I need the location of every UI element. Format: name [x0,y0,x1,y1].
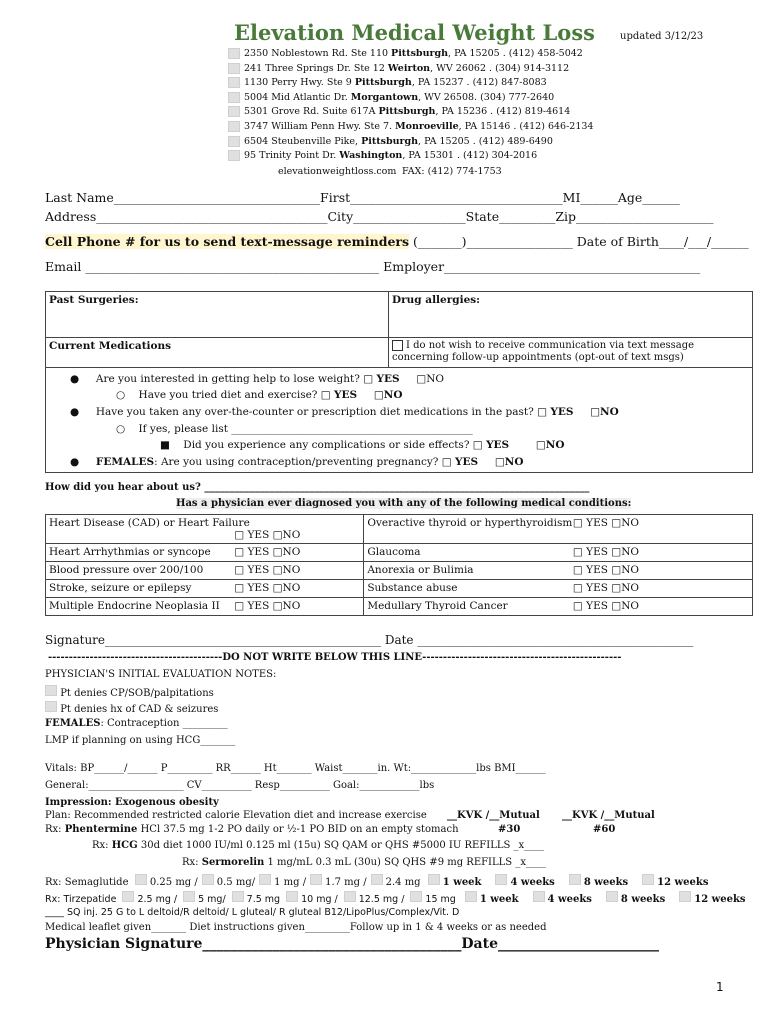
location-row [228,92,554,103]
condition-no[interactable]: □NO [272,529,301,541]
tirzepatide-dose-checkbox[interactable] [183,891,195,902]
location-address: 241 Three Springs Dr. Ste 12 Weirton, WV 26062 . (304) 914-3112 [244,62,570,74]
location-row [228,48,583,59]
semaglutide-duration-checkbox[interactable] [495,874,507,885]
condition-no[interactable]: □NO [611,564,639,576]
vitals-line[interactable]: Vitals: BP______/______ P_________ RR______ Ht_______ Waist_______in. Wt:_____________lbs BMI______ [45,763,546,774]
semaglutide-dose[interactable]: 1 mg / [259,877,306,888]
q1a-yes[interactable]: □ YES [320,389,358,401]
physician-signature-line[interactable]: Physician Signature_____________________________________Date_______________________ [45,936,659,952]
location-row [228,77,547,88]
kvk-mutual-2[interactable]: __KVK /__Mutual [562,810,655,821]
general-line[interactable]: General:___________________ CV__________ Resp__________ Goal:____________lbs [45,780,435,791]
condition-label: Substance abuse [367,582,458,594]
note-cp-sob: Pt denies CP/SOB/palpitations [45,685,214,699]
location-checkbox[interactable] [228,150,240,161]
location-address: 1130 Perry Hwy. Ste 9 Pittsburgh, PA 15237 . (412) 847-8083 [244,77,547,89]
condition-label: Heart Arrhythmias or syncope [49,546,211,558]
location-checkbox[interactable] [228,77,240,88]
opt-out-cell [389,338,753,368]
condition-no[interactable]: □NO [272,546,301,558]
q2b-no[interactable]: □NO [535,439,565,451]
condition-no[interactable]: □NO [611,517,639,529]
tirzepatide-duration[interactable]: 8 weeks [606,894,665,905]
condition-yes[interactable]: □ YES [234,600,273,612]
condition-yes[interactable]: □ YES [572,546,612,558]
plan: Plan: Recommended restricted calorie Elevation diet and increase exercise [45,810,427,821]
q1-yes[interactable]: □ YES [363,373,400,385]
condition-yes[interactable]: □ YES [234,564,273,576]
impression: Impression: Exogenous obesity [45,797,219,808]
rx-semaglutide: Rx: Semaglutide 0.25 mg / 0.5 mg/ 1 mg / 1.7 mg / 2.4 mg 1 week 4 weeks 8 weeks 12 weeks [45,874,722,888]
tirzepatide-dose-checkbox[interactable] [344,891,356,902]
table-row [46,580,753,598]
tirzepatide-dose[interactable]: 15 mg [410,894,455,905]
note-cad-checkbox[interactable] [45,701,57,712]
past-surgeries-cell[interactable]: Past Surgeries: [46,292,389,338]
q3-yes[interactable]: □ YES [441,456,479,468]
drug-allergies-cell[interactable]: Drug allergies: [389,292,753,338]
eval-notes-heading: PHYSICIAN'S INITIAL EVALUATION NOTES: [45,669,277,680]
question-lose-weight: ● Are you interested in getting help to lose weight? □ YES □NO [70,373,444,385]
kvk-mutual-1[interactable]: __KVK /__Mutual [447,810,540,821]
name-line[interactable]: Last Name_________________________________First__________________________________MI______Age______ [45,190,680,205]
condition-label: Overactive thyroid or hyperthyroidism [367,517,573,529]
location-row [228,136,553,147]
tirzepatide-dose-checkbox[interactable] [410,891,422,902]
tirzepatide-dose-checkbox[interactable] [232,891,244,902]
question-diet-medications: ● Have you taken any over-the-counter or prescription diet medications in the past? □ YES □NO [70,406,619,418]
location-row [228,150,537,161]
condition-yes[interactable]: □ YES [572,582,612,594]
condition-cell [364,562,753,580]
cell-phone-line[interactable] [45,234,749,249]
condition-cell [46,580,364,598]
condition-no[interactable]: □NO [611,600,639,612]
note-contraception[interactable]: FEMALES: Contraception _________ [45,718,228,729]
tirzepatide-dose-checkbox[interactable] [286,891,298,902]
semaglutide-dose[interactable]: 1.7 mg / [310,877,367,888]
condition-no[interactable]: □NO [272,582,301,594]
qty-30: #30 [498,824,521,835]
condition-no[interactable]: □NO [272,600,301,612]
qty-60: #60 [593,824,616,835]
location-address: 3747 William Penn Hwy. Ste 7. Monroeville, PA 15146 . (412) 646-2134 [244,121,594,132]
condition-label: Medullary Thyroid Cancer [367,600,508,612]
email-employer-line[interactable]: Email _______________________________________________ Employer_________________________________________ [45,259,701,274]
location-checkbox[interactable] [228,63,240,74]
tirzepatide-duration[interactable]: 1 week [465,894,519,905]
tirzepatide-duration[interactable]: 12 weeks [679,894,745,905]
condition-cell [46,598,364,616]
location-checkbox[interactable] [228,92,240,103]
rx-sermorelin: Rx: Sermorelin 1 mg/mL 0.3 mL (30u) SQ QHS #9 mg REFILLS _x____ [182,857,546,868]
note-cp-checkbox[interactable] [45,685,57,696]
opt-out-text: I do not wish to receive communication via text message concerning follow-up appointments (opt-out of text msgs) [392,340,695,363]
question-contraception: ● FEMALES: Are you using contraception/preventing pregnancy? □ YES □NO [70,456,524,468]
cell-phone-label: Cell Phone # for us to send text-message reminders [45,234,410,249]
semaglutide-dose-checkbox[interactable] [202,874,214,885]
semaglutide-dose-checkbox[interactable] [310,874,322,885]
semaglutide-duration[interactable]: 8 weeks [569,877,628,888]
question-side-effects: ■ Did you experience any complications or side effects? □ YES □NO [160,439,565,451]
condition-cell [364,598,753,616]
semaglutide-dose[interactable]: 2.4 mg [371,877,421,888]
tirzepatide-duration-checkbox[interactable] [465,891,477,902]
q2-yes[interactable]: □ YES [537,406,574,418]
semaglutide-dose[interactable]: 0.25 mg / [135,877,198,888]
condition-no[interactable]: □NO [611,582,639,594]
condition-cell [46,515,364,544]
location-row [228,121,593,132]
tirzepatide-dose-checkbox[interactable] [122,891,134,902]
tirzepatide-duration-checkbox[interactable] [679,891,691,902]
fax-number: FAX: (412) 774-1753 [402,166,502,177]
q3-no[interactable]: □NO [494,456,524,468]
location-checkbox[interactable] [228,121,240,132]
website: elevationweightloss.com [278,166,397,177]
page-title: Elevation Medical Weight Loss [234,20,595,45]
tirzepatide-duration-checkbox[interactable] [606,891,618,902]
semaglutide-dose-checkbox[interactable] [371,874,383,885]
table-row [46,544,753,562]
tirzepatide-dose[interactable]: 10 mg / [286,894,338,905]
note-lmp[interactable]: LMP if planning on using HCG_______ [45,735,236,746]
tirzepatide-duration[interactable]: 4 weeks [533,894,592,905]
q2-no[interactable]: □NO [590,406,619,418]
condition-label: Glaucoma [367,546,421,558]
location-checkbox[interactable] [228,48,240,59]
sq-injection-line[interactable]: ____ SQ inj. 25 G to L deltoid/R deltoid/ L gluteal/ R gluteal B12/LipoPlus/Complex/Vit. D [45,907,460,918]
location-row [228,106,570,117]
condition-yes[interactable]: □ YES [572,564,612,576]
note-cad-seizures: Pt denies hx of CAD & seizures [45,701,218,715]
condition-yes[interactable]: □ YES [234,529,273,541]
tirzepatide-dose[interactable]: 5 mg/ [183,894,226,905]
condition-cell [364,544,753,562]
condition-cell [46,562,364,580]
condition-cell [364,515,753,544]
semaglutide-dose[interactable]: 0.5 mg/ [202,877,255,888]
tirzepatide-dose[interactable]: 2.5 mg / [122,894,177,905]
semaglutide-duration-checkbox[interactable] [642,874,654,885]
condition-label: Anorexia or Bulimia [367,564,474,576]
table-row [46,562,753,580]
q1-no[interactable]: □NO [416,373,444,385]
semaglutide-duration[interactable]: 1 week [428,877,482,888]
tirzepatide-duration-checkbox[interactable] [533,891,545,902]
do-not-write-divider: ------------------------------------------DO NOT WRITE BELOW THIS LINE------------------------------------------------ [48,652,622,663]
condition-label: Stroke, seizure or epilepsy [49,582,192,594]
location-address: 95 Trinity Point Dr. Washington, PA 15301 . (412) 304-2016 [244,150,538,162]
condition-no[interactable]: □NO [611,546,639,558]
leaflet-line[interactable]: Medical leaflet given_______ Diet instructions given_________Follow up in 1 & 4 weeks or as needed [45,922,547,933]
question-list-medications[interactable]: ○ If yes, please list ______________________________________________ [116,423,473,435]
condition-label: Heart Disease (CAD) or Heart Failure [49,517,250,529]
address-line[interactable]: Address_____________________________________City__________________State_________Zip______________________ [45,209,714,224]
cell-phone-blank[interactable]: (_______)_________________ Date of Birth____/___/______ [409,234,749,249]
semaglutide-duration-checkbox[interactable] [428,874,440,885]
table-row [46,598,753,616]
condition-no[interactable]: □NO [272,564,301,576]
rx-phentermine: Rx: Phentermine HCl 37.5 mg 1-2 PO daily or ½-1 PO BID on an empty stomach [45,824,459,835]
updated-date: updated 3/12/23 [620,31,704,42]
patient-signature-line[interactable]: Signature______________________________________________ Date ______________________________________________ [45,633,694,647]
location-address: 2350 Noblestown Rd. Ste 110 Pittsburgh, PA 15205 . (412) 458-5042 [244,48,583,59]
condition-cell [364,580,753,598]
rx-hcg: Rx: HCG 30d diet 1000 IU/ml 0.125 ml (15u) SQ QAM or QHS #5000 IU REFILLS _x____ [92,840,545,851]
q1a-no[interactable]: □NO [373,389,403,401]
tirzepatide-dose[interactable]: 12.5 mg / [344,894,405,905]
condition-yes[interactable]: □ YES [234,582,273,594]
location-checkbox[interactable] [228,136,240,147]
tirzepatide-dose[interactable]: 7.5 mg [232,894,280,905]
page-number: 1 [716,980,724,994]
rx-tirzepatide: Rx: Tirzepatide 2.5 mg / 5 mg/ 7.5 mg 10 mg / 12.5 mg / 15 mg 1 week 4 weeks 8 weeks 12 weeks [45,891,760,905]
semaglutide-duration[interactable]: 4 weeks [495,877,554,888]
location-checkbox[interactable] [228,106,240,117]
condition-yes[interactable]: □ YES [234,546,273,558]
current-medications-cell[interactable]: Current Medications [46,338,389,368]
condition-label: Multiple Endocrine Neoplasia II [49,600,220,612]
conditions-table [45,514,753,616]
conditions-heading: Has a physician ever diagnosed you with any of the following medical conditions: [176,498,632,509]
location-row [228,63,569,74]
location-address: 5004 Mid Atlantic Dr. Morgantown, WV 26508. (304) 777-2640 [244,91,555,103]
location-address: 6504 Steubenville Pike, Pittsburgh, PA 15205 . (412) 489-6490 [244,135,553,147]
location-address: 5301 Grove Rd. Suite 617A Pittsburgh, PA 15236 . (412) 819-4614 [244,106,571,118]
opt-out-checkbox[interactable] [392,340,403,351]
hear-about-us[interactable]: How did you hear about us? _____________________________________________________________________________ [45,482,590,493]
semaglutide-duration-checkbox[interactable] [569,874,581,885]
semaglutide-dose-checkbox[interactable] [259,874,271,885]
condition-yes[interactable]: □ YES [572,600,612,612]
table-row [46,515,753,544]
condition-yes[interactable]: □ YES [572,517,612,529]
q2b-yes[interactable]: □ YES [472,439,510,451]
question-diet-exercise: ○ Have you tried diet and exercise? □ YES □NO [116,389,403,401]
semaglutide-dose-checkbox[interactable] [135,874,147,885]
condition-cell [46,544,364,562]
condition-label: Blood pressure over 200/100 [49,564,204,576]
semaglutide-duration[interactable]: 12 weeks [642,877,708,888]
